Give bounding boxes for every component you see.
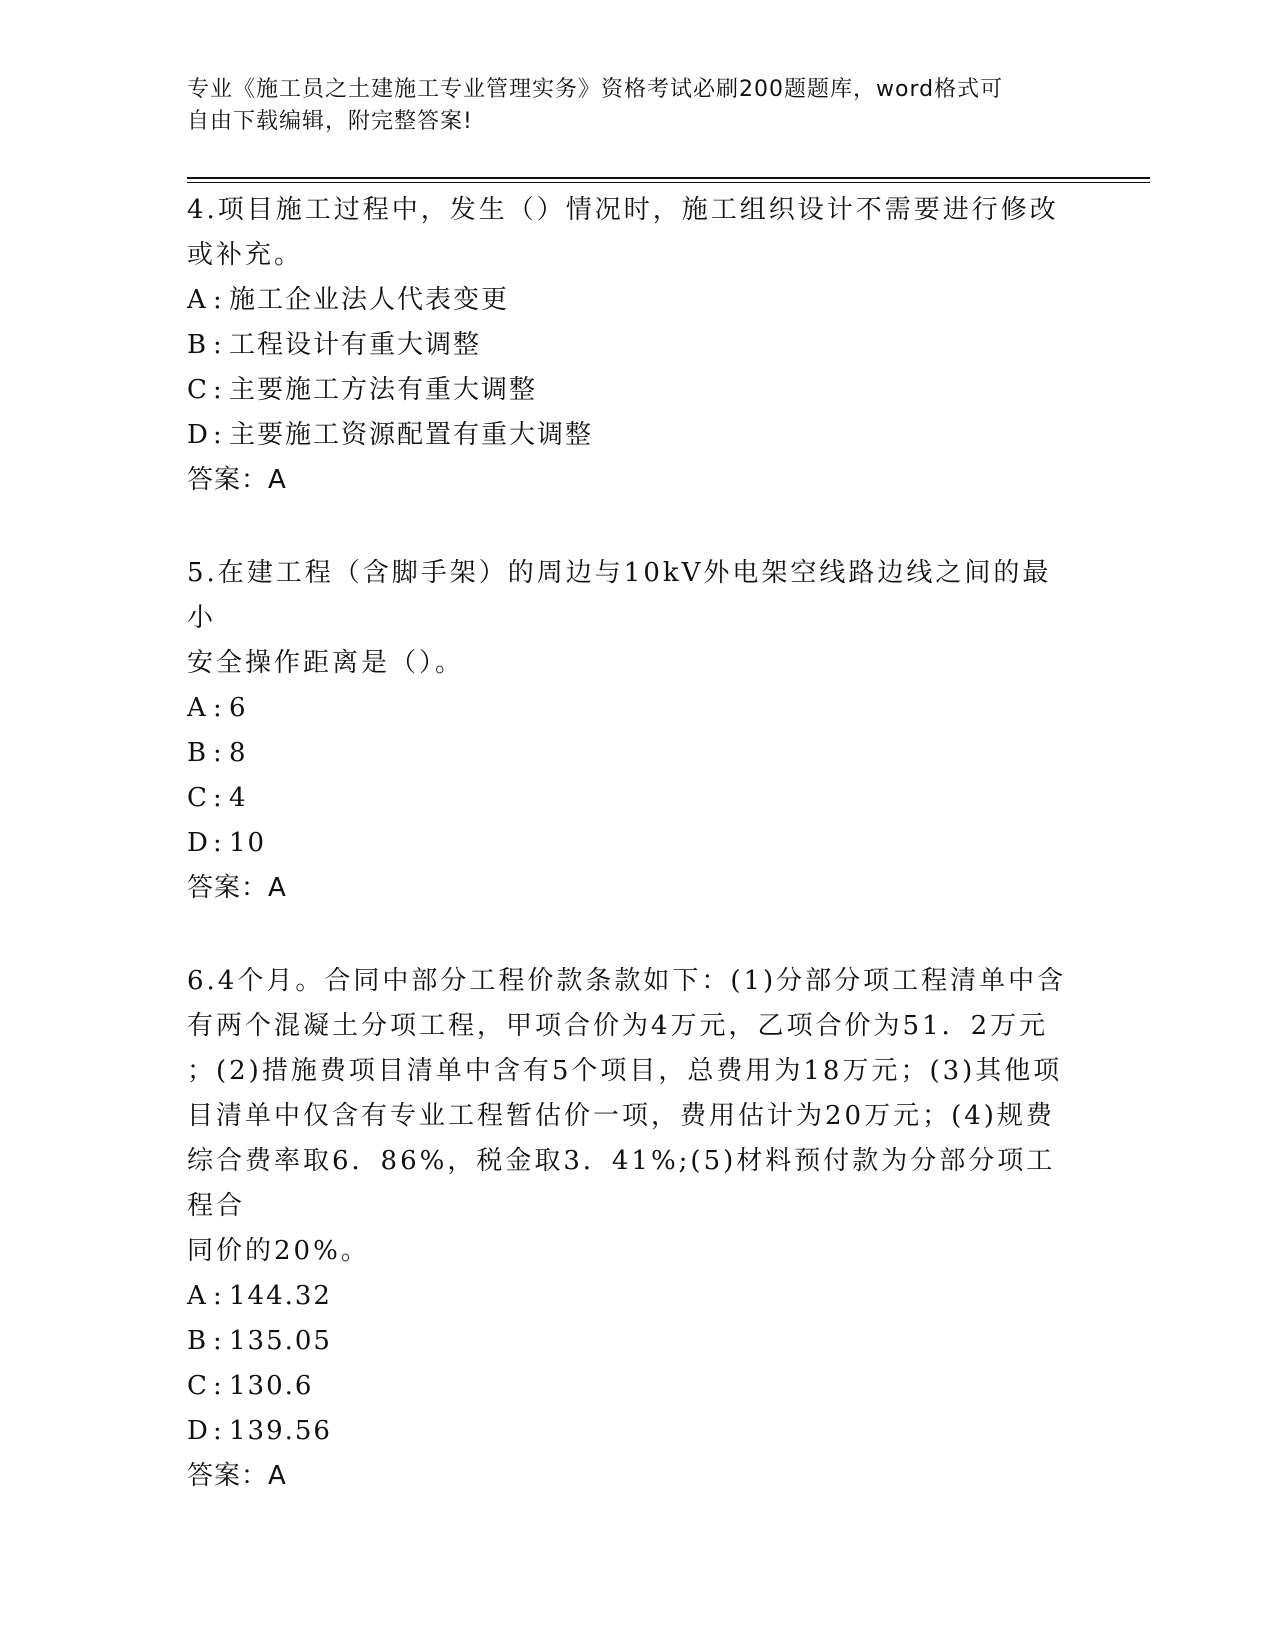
option-text: 135.05 [229,1326,332,1356]
option-separator: : [213,375,224,405]
option-letter: B [187,1326,209,1356]
option-b [187,323,1077,368]
question-stem-line: 6.4个月。合同中部分工程价款条款如下：(1)分部分项工程清单中含 [187,966,1067,996]
question-stem-line: ；(2)措施费项目清单中含有5个项目，总费用为18万元；(3)其他项 [187,1056,1063,1086]
option-letter: A [187,285,208,315]
question-6 [187,959,1077,1499]
option-separator: : [213,828,224,858]
option-c [187,776,1077,821]
option-separator: : [213,1371,224,1401]
option-a [187,686,1077,731]
option-letter: C [187,375,209,405]
question-list [187,188,1077,1499]
header-rule-thin [187,182,1150,183]
option-separator: : [213,693,224,723]
option-b [187,1319,1077,1364]
option-text: 6 [229,693,248,723]
option-letter: D [187,828,210,858]
option-separator: : [213,783,224,813]
option-text: 10 [229,828,267,858]
question-stem-line: 4.项目施工过程中，发生（）情况时，施工组织设计不需要进行修改 [187,195,1059,225]
option-letter: C [187,1371,209,1401]
question-stem-line: 5.在建工程（含脚手架）的周边与10kV外电架空线路边线之间的最小 [187,558,1052,633]
option-text: 4 [229,783,248,813]
option-separator: : [213,738,224,768]
option-separator: : [213,285,224,315]
spacer [187,503,1077,551]
option-text: 主要施工资源配置有重大调整 [229,420,594,450]
question-stem-line: 综合费率取6．86%，税金取3．41%;(5)材料预付款为分部分项工程合 [187,1146,1056,1221]
option-letter: B [187,738,209,768]
option-separator: : [213,1326,224,1356]
header-line-1: 专业《施工员之土建施工专业管理实务》资格考试必刷200题题库，word格式可 [187,77,1004,102]
option-a [187,278,1077,323]
option-text: 主要施工方法有重大调整 [229,375,538,405]
answer-line: 答案：A [187,465,287,495]
option-separator: : [213,1416,224,1446]
option-text: 工程设计有重大调整 [229,330,482,360]
option-letter: D [187,1416,210,1446]
option-separator: : [213,330,224,360]
option-c [187,368,1077,413]
option-d [187,821,1077,866]
option-letter: A [187,1281,208,1311]
header-rule-thick [187,177,1150,179]
document-header [187,74,1067,138]
option-text: 144.32 [229,1281,332,1311]
question-5 [187,551,1077,911]
question-stem-line: 或补充。 [187,240,304,270]
option-letter: B [187,330,209,360]
option-b [187,731,1077,776]
option-letter: D [187,420,210,450]
option-d [187,413,1077,458]
question-4 [187,188,1077,503]
option-text: 130.6 [229,1371,314,1401]
option-separator: : [213,1281,224,1311]
option-text: 8 [229,738,248,768]
answer-line: 答案：A [187,873,287,903]
option-letter: C [187,783,209,813]
option-d [187,1409,1077,1454]
option-letter: A [187,693,208,723]
option-text: 施工企业法人代表变更 [229,285,510,315]
option-separator: : [213,420,224,450]
header-line-2: 自由下载编辑，附完整答案! [187,109,473,134]
option-a [187,1274,1077,1319]
spacer [187,911,1077,959]
option-text: 139.56 [229,1416,332,1446]
question-stem-line: 安全操作距离是（）。 [187,648,465,678]
question-stem-line: 目清单中仅含有专业工程暂估价一项，费用估计为20万元；(4)规费 [187,1101,1055,1131]
option-c [187,1364,1077,1409]
question-stem-line: 有两个混凝土分项工程，甲项合价为4万元，乙项合价为51．2万元 [187,1011,1049,1041]
question-stem-line: 同价的20%。 [187,1236,370,1266]
answer-line: 答案：A [187,1461,287,1491]
